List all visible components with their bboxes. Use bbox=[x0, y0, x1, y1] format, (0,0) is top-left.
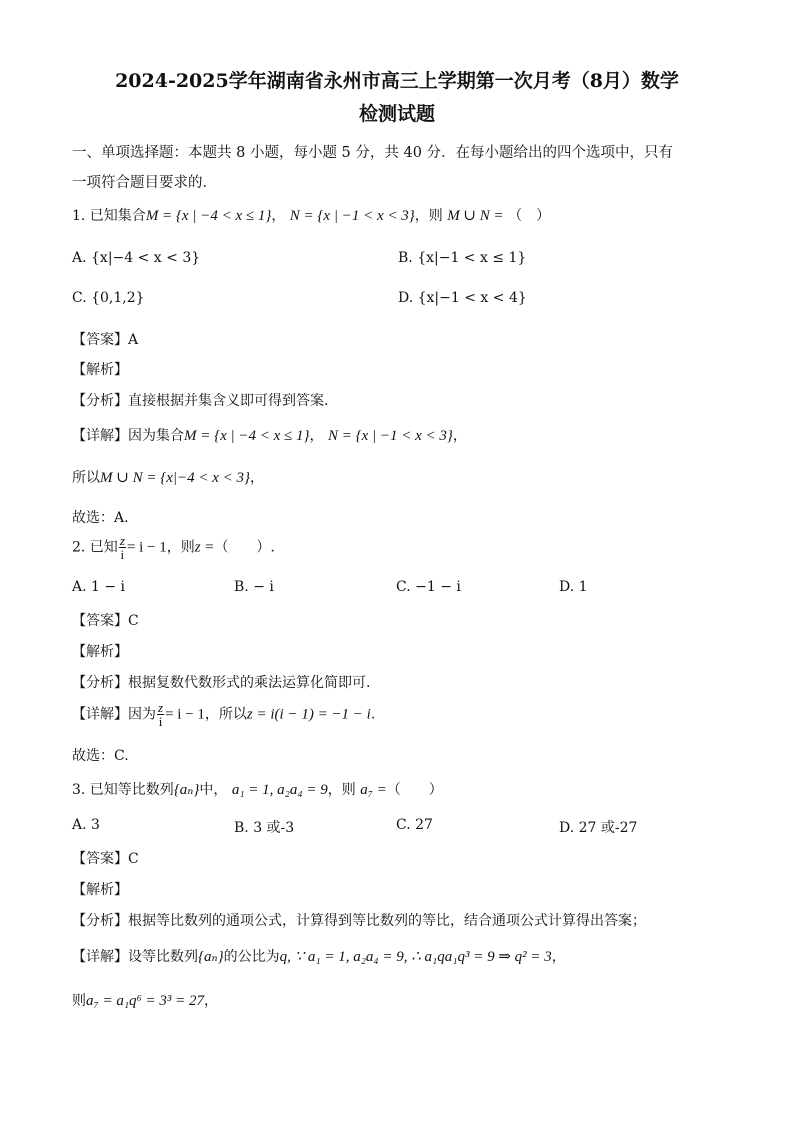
q1-option-c: C. {0,1,2} bbox=[72, 290, 145, 306]
q1-xiangjie: 【详解】因为集合M = {x | −4 < x ≤ 1}， N = {x | −1 < x < 3}， bbox=[72, 428, 467, 444]
q3-option-c: C. 27 bbox=[396, 817, 433, 833]
section-heading-line1: 一、单项选择题：本题共 8 小题，每小题 5 分，共 40 分．在每小题给出的四个选项中，只有 bbox=[72, 145, 674, 161]
q1-set-M: M = {x | −4 < x ≤ 1} bbox=[145, 208, 272, 224]
q3-answer: 【答案】C bbox=[72, 851, 139, 867]
q1-answer: 【答案】A bbox=[72, 332, 139, 348]
q2-option-d: D. 1 bbox=[559, 579, 588, 595]
q2-conclusion: 故选：C. bbox=[72, 748, 129, 764]
q2-xiangjie: 【详解】因为 $\frac{z}{i}$ = i − 1，所以z = i(i − 1) = −1 − i. bbox=[72, 700, 376, 729]
q1-expr: M ∪ N = bbox=[447, 208, 504, 224]
q1-set-N: N = {x | −1 < x < 3} bbox=[289, 208, 415, 224]
q1-option-a: A. {x|−4 < x < 3} bbox=[72, 250, 201, 266]
q3-stem: 3. 已知等比数列{aₙ}中， a₁ = 1, a₂a₄ = 9，则 a₇ =（ ） bbox=[72, 782, 443, 798]
doc-title-line1: 2024-2025学年湖南省永州市高三上学期第一次月考（8月）数学 bbox=[115, 70, 679, 92]
doc-title-line2: 检测试题 bbox=[358, 103, 435, 125]
q1-stem: 1. 已知集合M = {x | −4 < x ≤ 1}， N = {x | −1 < x < 3}，则 M ∪ N = （ ） bbox=[72, 208, 551, 224]
q1-conclusion: 故选：A. bbox=[72, 510, 129, 526]
q3-option-a: A. 3 bbox=[72, 817, 100, 833]
section-heading-line2: 一项符合题目要求的． bbox=[72, 175, 217, 191]
q2-stem: 2. 已知 $\frac{z}{i}$ = i − 1，则z =（ ）. bbox=[72, 533, 275, 562]
q2-option-a: A. 1 − i bbox=[72, 579, 126, 595]
q1-fenxi: 【分析】直接根据并集含义即可得到答案. bbox=[72, 393, 329, 409]
q3-option-d: D. 27 或-27 bbox=[559, 820, 638, 836]
q2-option-c: C. −1 − i bbox=[396, 579, 461, 595]
q2-answer: 【答案】C bbox=[72, 613, 139, 629]
q2-fraction: $\frac{z}{i}$ bbox=[119, 533, 125, 562]
q2-fenxi: 【分析】根据复数代数形式的乘法运算化简即可. bbox=[72, 675, 371, 691]
q3-fenxi: 【分析】根据等比数列的通项公式，计算得到等比数列的等比，结合通项公式计算得出答案； bbox=[72, 913, 646, 929]
q3-option-b: B. 3 或-3 bbox=[234, 820, 295, 836]
q2-analysis-label: 【解析】 bbox=[72, 644, 128, 660]
q3-xiangjie: 【详解】设等比数列{aₙ}的公比为q, ∵ a₁ = 1, a₂a₄ = 9, ∴ a₁qa₁q³ = 9 ⇒ q² = 3， bbox=[72, 949, 566, 965]
q1-analysis-label: 【解析】 bbox=[72, 362, 128, 378]
q1-option-d: D. {x|−1 < x < 4} bbox=[398, 290, 527, 306]
q1-blank: （ ） bbox=[508, 208, 551, 224]
q1-option-b: B. {x|−1 < x ≤ 1} bbox=[398, 250, 527, 266]
q3-analysis-label: 【解析】 bbox=[72, 882, 128, 898]
q2-option-b: B. − i bbox=[234, 579, 274, 595]
q3-then: 则a₇ = a₁q⁶ = 3³ = 27， bbox=[72, 993, 219, 1009]
q1-suoyi: 所以M ∪ N = {x|−4 < x < 3}， bbox=[72, 470, 264, 486]
